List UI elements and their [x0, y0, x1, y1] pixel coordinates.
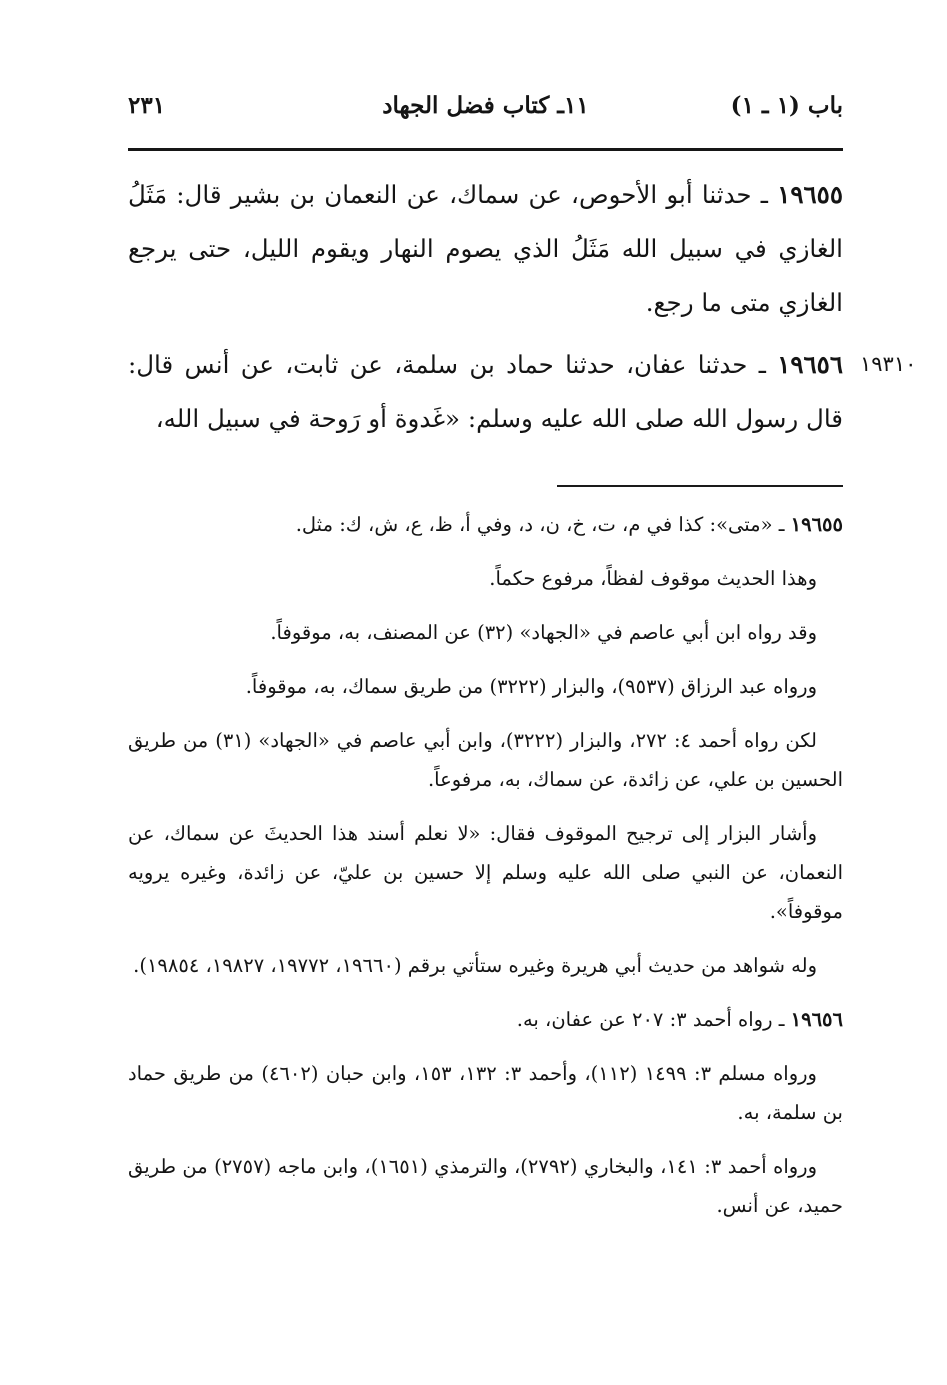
footnote-paragraph: ورواه عبد الرزاق (٩٥٣٧)، والبزار (٣٢٢٢) من طريق سماك، به، موقوفاً.: [245, 675, 817, 698]
footnote-paragraph: وهذا الحديث موقوف لفظاً، مرفوع حكماً.: [489, 567, 817, 590]
chapter-label: باب (١ ـ ١): [730, 92, 843, 119]
footnote-paragraph: ورواه مسلم ٣: ١٤٩٩ (١١٢)، وأحمد ٣: ١٣٢، ١٥٣، وابن حبان (٤٦٠٢) من طريق حماد بن سلمة، به.: [128, 1062, 843, 1124]
hadith-number: ١٩٦٥٦: [777, 350, 843, 379]
footnote-separator: [557, 485, 843, 487]
book-title: ١١ـ كتاب فضل الجهاد: [382, 92, 589, 119]
footnote-paragraph: لكن رواه أحمد ٤: ٢٧٢، والبزار (٣٢٢٢)، وابن أبي عاصم في «الجهاد» (٣١) من طريق الحسين بن علي، عن زائدة، عن سماك، به، مرفوعاً.: [128, 729, 843, 791]
footnote-paragraph: وأشار البزار إلى ترجيح الموقوف فقال: «لا نعلم أسند هذا الحديثَ عن سماك، عن النعمان، عن النبي صلى الله عليه وسلم إلا حسين بن عليّ، عن زائدة، وغيره يرويه موقوفاً».: [128, 822, 843, 923]
footnote-paragraph: وقد رواه ابن أبي عاصم في «الجهاد» (٣٢) عن المصنف، به، موقوفاً.: [270, 621, 817, 644]
footnotes: [128, 505, 843, 1240]
page-number: ٢٣١: [128, 92, 166, 119]
hadith-text: ـ حدثنا أبو الأحوص، عن سماك، عن النعمان بن بشير قال: مَثَلُ الغازي في سبيل الله مَثَلُ الذي يصوم النهار ويقوم الليل، حتى يرجع الغازي متى ما رجع.: [128, 180, 843, 317]
running-header: [128, 90, 843, 130]
footnote-paragraph: ورواه أحمد ٣: ١٤١، والبخاري (٢٧٩٢)، والترمذي (١٦٥١)، وابن ماجه (٢٧٥٧) من طريق حميد، عن أنس.: [128, 1155, 843, 1217]
header-rule: [128, 148, 843, 151]
hadith-19655: [128, 168, 843, 330]
footnote-number: ١٩٦٥٥: [790, 513, 843, 536]
footnote-text: ـ «متى»: كذا في م، ت، خ، ن، د، وفي أ، ظ، ع، ش، ك: مثل.: [295, 513, 791, 536]
footnote-paragraph: [128, 1000, 843, 1039]
footnote-paragraph: وله شواهد من حديث أبي هريرة وغيره ستأتي برقم (١٩٦٦٠، ١٩٧٧٢، ١٩٨٢٧، ١٩٨٥٤).: [133, 954, 817, 977]
footnote-number: ١٩٦٥٦: [790, 1008, 843, 1031]
hadith-number: ١٩٦٥٥: [777, 180, 843, 209]
footnote-text: ـ رواه أحمد ٣: ٢٠٧ عن عفان، به.: [516, 1008, 791, 1031]
hadith-19656: [128, 338, 843, 446]
margin-reference-number: ١٩٣١٠: [860, 352, 917, 376]
footnote-paragraph: [128, 505, 843, 544]
hadith-text: ـ حدثنا عفان، حدثنا حماد بن سلمة، عن ثابت، عن أنس قال: قال رسول الله صلى الله عليه وسلم: «غَدوة أو رَوحة في سبيل الله،: [128, 350, 843, 433]
